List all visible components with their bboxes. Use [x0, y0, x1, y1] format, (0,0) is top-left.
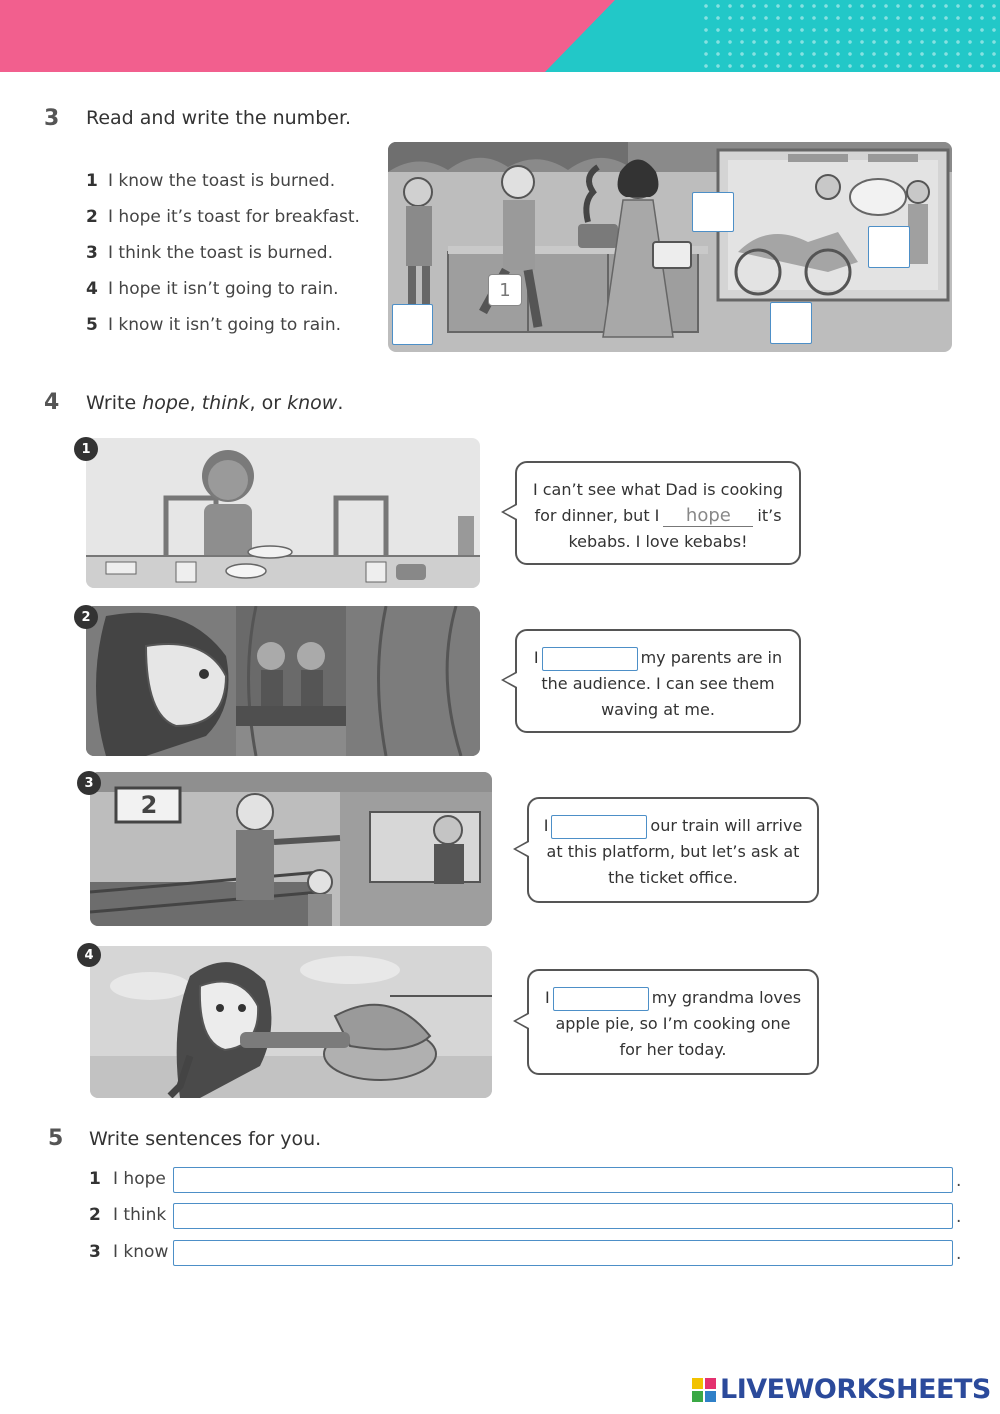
logo-wordmark: LIVEWORKSHEETS: [720, 1374, 991, 1405]
item-text: I hope it isn’t going to rain.: [108, 279, 339, 299]
bubble-line: the ticket office.: [608, 868, 738, 887]
bubble-answer-input-2[interactable]: [542, 647, 638, 671]
platform-sign-number: 2: [140, 791, 158, 819]
picture-number-2: 2: [74, 605, 98, 629]
section-3-item-3: [86, 243, 333, 263]
bubble-tail: [501, 503, 517, 521]
kitchen-answer-box-4[interactable]: [392, 304, 433, 345]
picture-number-1: 1: [74, 437, 98, 461]
example-answer: hope: [663, 506, 753, 527]
bubble-tail: [513, 1012, 529, 1030]
bubble-text: I: [533, 648, 539, 667]
section-3-number: 3: [44, 106, 60, 131]
section-3-item-5: [86, 315, 341, 335]
kitchen-answer-box-1[interactable]: 1: [488, 274, 522, 306]
section-3-item-4: [86, 279, 339, 299]
sentence-input-2[interactable]: [173, 1203, 953, 1229]
header-banner: [0, 0, 1000, 72]
item-number: 3: [86, 243, 98, 263]
bubble-line: at this platform, but let’s ask at: [546, 842, 800, 861]
bubble-answer-input-4[interactable]: [553, 987, 649, 1011]
section-4-number: 4: [44, 390, 60, 415]
bubble-text: I: [543, 816, 549, 835]
line-prompt: I hope: [113, 1169, 166, 1189]
line-number: 3: [89, 1242, 101, 1262]
bubble-text: for dinner, but I: [534, 506, 660, 525]
item-number: 2: [86, 207, 98, 227]
line-prompt: I know: [113, 1242, 169, 1262]
section-3-item-2: [86, 207, 360, 227]
bubble-line: for her today.: [619, 1040, 727, 1059]
bubble-line: I can’t see what Dad is cooking: [532, 480, 784, 499]
speech-bubble-2: [515, 629, 801, 733]
kitchen-answer-box-2[interactable]: [692, 192, 734, 232]
bubble-text: my grandma loves: [651, 988, 802, 1007]
bubble-text: it’s: [757, 506, 782, 525]
apple-pie-illustration: [90, 946, 492, 1098]
line-prompt: I think: [113, 1205, 167, 1225]
bubble-text: my parents are in: [640, 648, 783, 667]
title-word-think: think: [201, 392, 250, 414]
bubble-line: apple pie, so I’m cooking one: [555, 1014, 791, 1033]
bubble-tail: [501, 671, 517, 689]
bubble-text: our train will arrive: [650, 816, 803, 835]
speech-bubble-4: [527, 969, 819, 1075]
speech-bubble-1: [515, 461, 801, 565]
picture-number-3: 3: [77, 771, 101, 795]
title-text: Write: [86, 392, 143, 414]
item-number: 5: [86, 315, 98, 335]
item-text: I know it isn’t going to rain.: [108, 315, 342, 335]
dinner-table-illustration: [86, 438, 480, 588]
item-text: I hope it’s toast for breakfast.: [108, 207, 360, 227]
bubble-line: [527, 503, 789, 529]
sentence-input-3[interactable]: [173, 1240, 953, 1266]
liveworksheets-logo: [692, 1374, 991, 1405]
section-3-item-1: [86, 171, 335, 191]
bubble-tail: [513, 840, 529, 858]
title-word-hope: hope: [142, 392, 190, 414]
liveworksheets-logo-icon: [692, 1378, 716, 1402]
bubble-line: the audience. I can see them: [541, 674, 775, 693]
section-4-title: [86, 392, 343, 414]
speech-bubble-3: [527, 797, 819, 903]
line-number: 1: [89, 1169, 101, 1189]
line-number: 2: [89, 1205, 101, 1225]
bubble-line: [539, 813, 807, 839]
sentence-label-1: [89, 1169, 166, 1189]
bubble-line: [539, 985, 807, 1011]
kitchen-answer-box-5[interactable]: [770, 302, 812, 344]
section-3-title: Read and write the number.: [86, 107, 352, 129]
picture-number-4: 4: [77, 943, 101, 967]
kitchen-answer-box-3[interactable]: [868, 226, 910, 268]
section-5-title: Write sentences for you.: [89, 1128, 322, 1150]
item-text: I know the toast is burned.: [108, 171, 336, 191]
theatre-curtain-illustration: [86, 606, 480, 756]
title-text: .: [337, 392, 344, 414]
title-word-know: know: [287, 392, 338, 414]
item-text: I think the toast is burned.: [108, 243, 333, 263]
sentence-label-2: [89, 1205, 166, 1225]
sentence-period: .: [956, 1171, 962, 1191]
sentence-input-1[interactable]: [173, 1167, 953, 1193]
bubble-line: [527, 645, 789, 671]
bubble-text: I: [544, 988, 550, 1007]
sentence-period: .: [956, 1207, 962, 1227]
sentence-period: .: [956, 1244, 962, 1264]
title-separator: ,: [189, 392, 202, 414]
section-5-number: 5: [48, 1126, 64, 1151]
item-number: 1: [86, 171, 98, 191]
sentence-label-3: [89, 1242, 168, 1262]
item-number: 4: [86, 279, 98, 299]
bubble-answer-input-3[interactable]: [551, 815, 647, 839]
bubble-line: kebabs. I love kebabs!: [568, 532, 748, 551]
banner-dot-pattern: [700, 0, 1000, 72]
title-separator: , or: [249, 392, 288, 414]
bubble-line: waving at me.: [601, 700, 715, 719]
